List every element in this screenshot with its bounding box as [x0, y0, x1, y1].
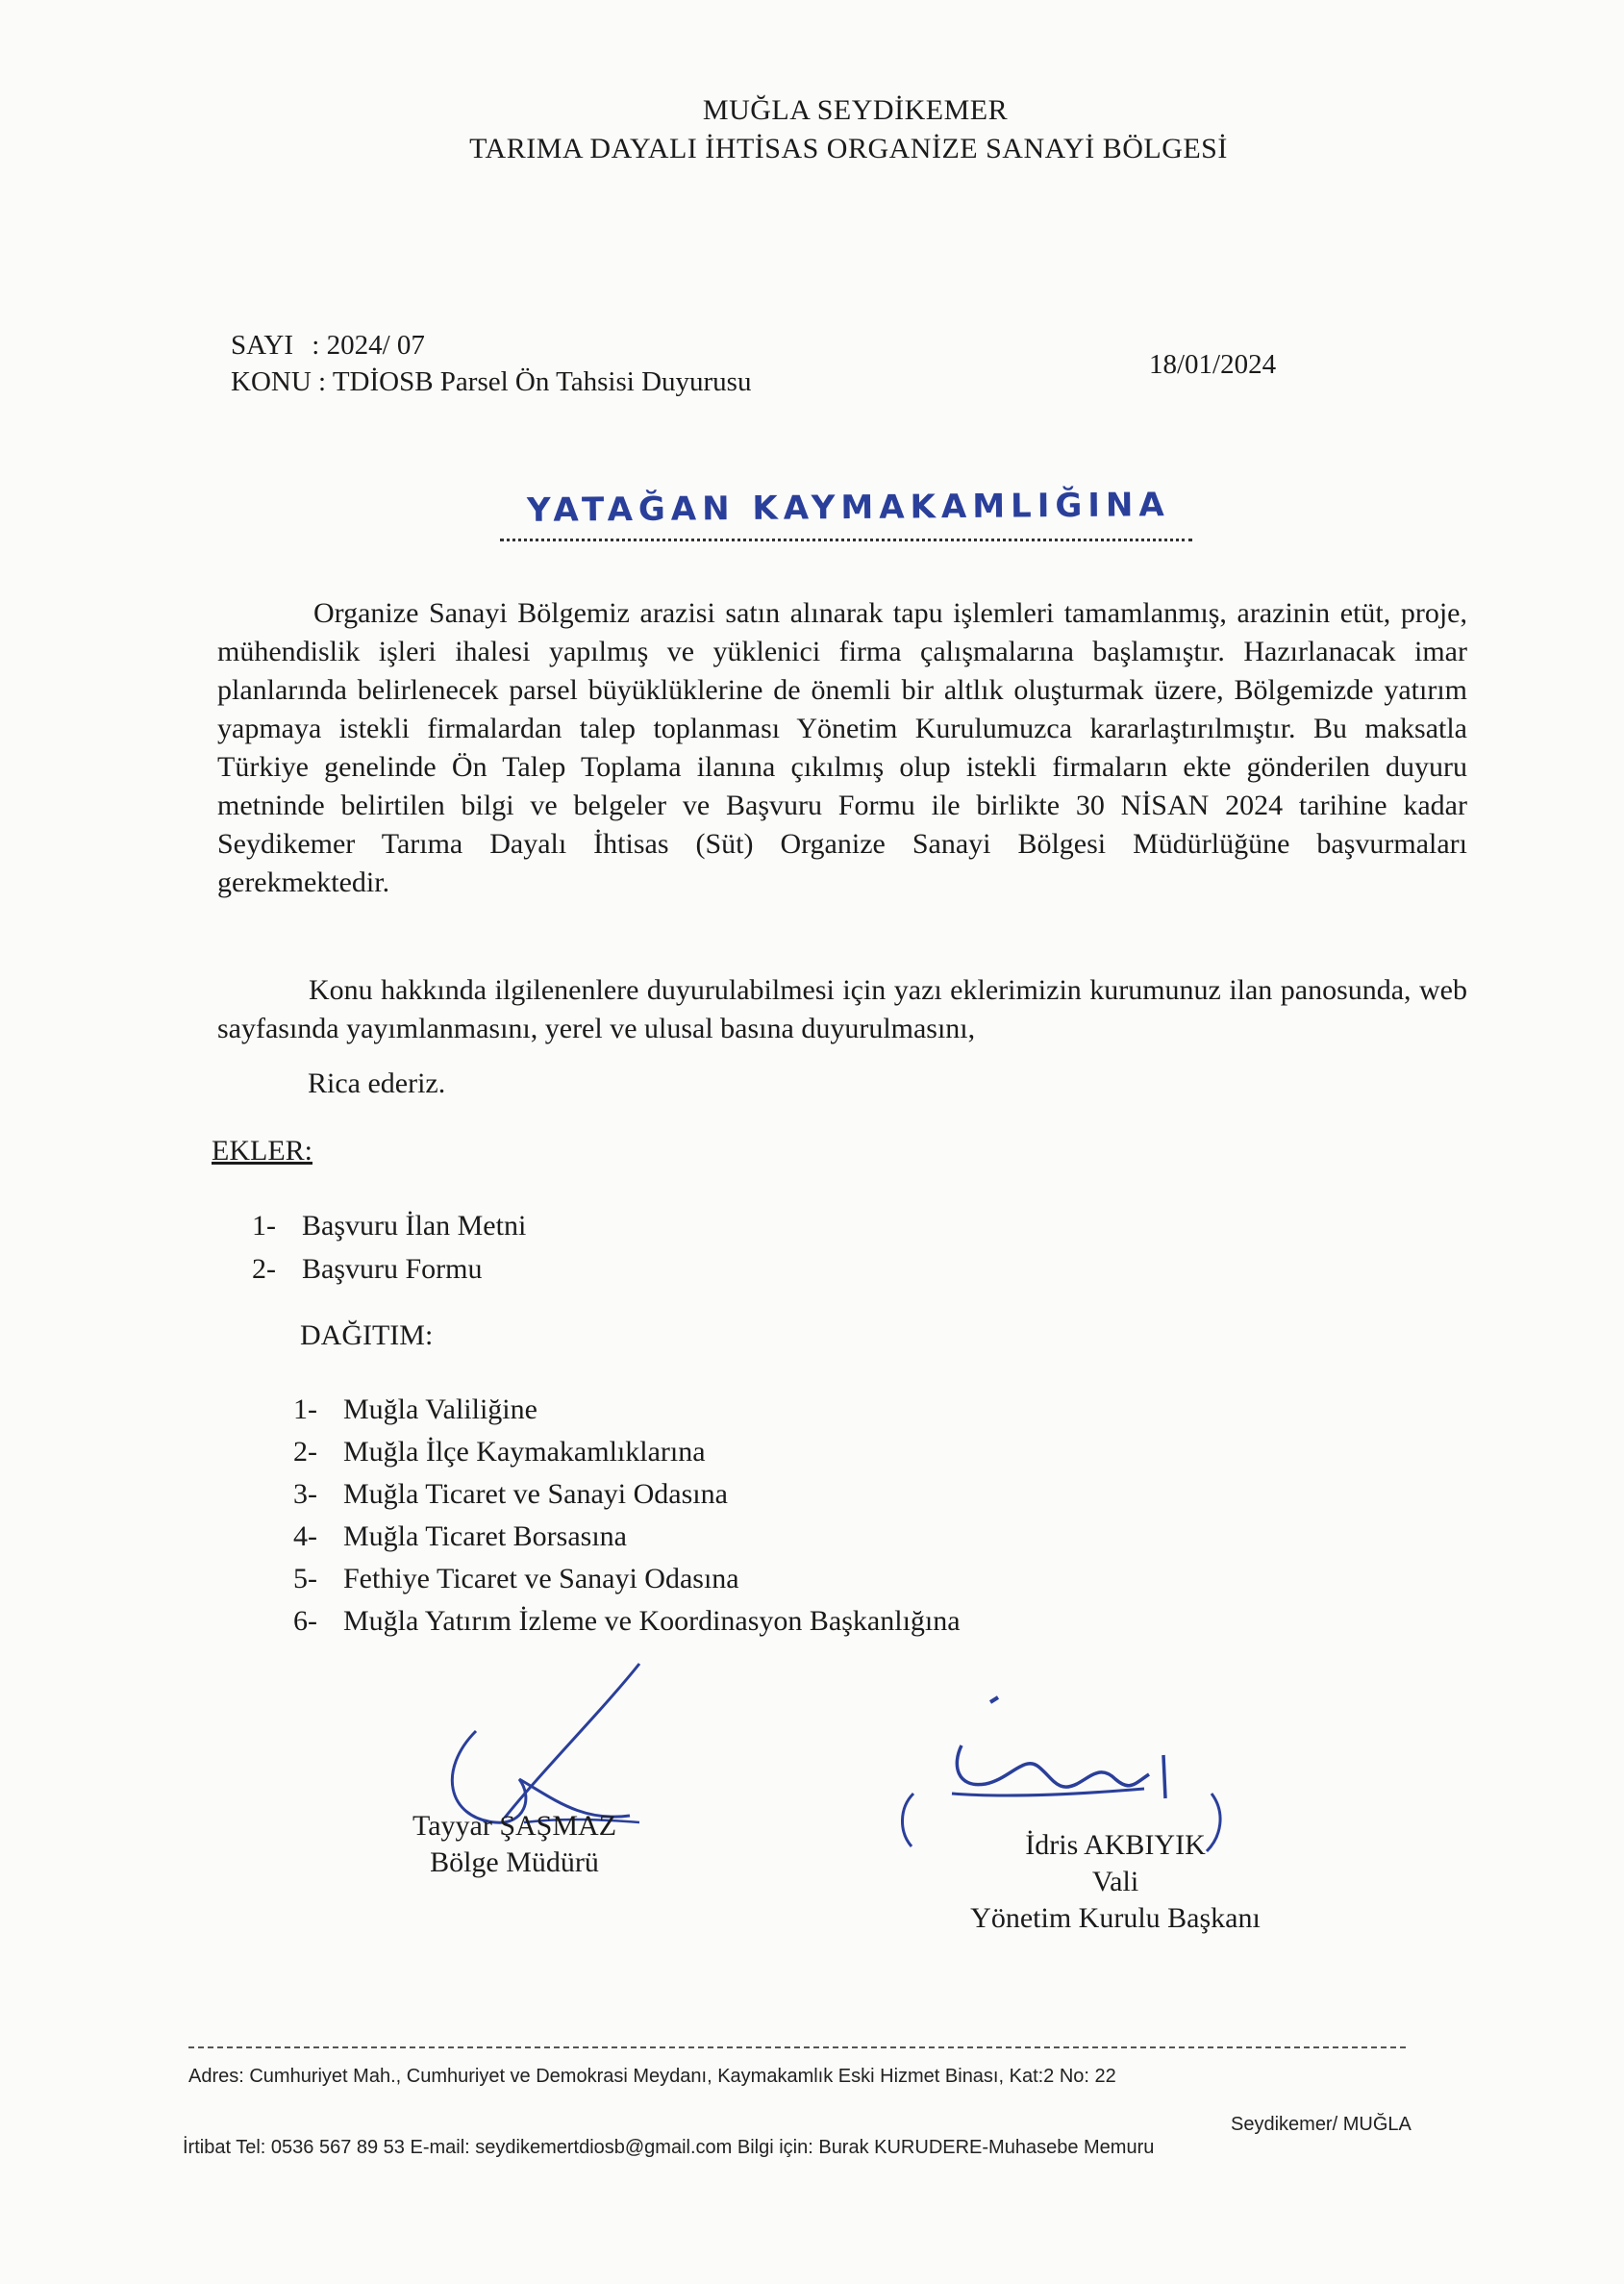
distribution-text: Muğla Valiliğine	[343, 1393, 537, 1425]
attachment-item	[252, 1205, 526, 1247]
distribution-item	[293, 1600, 961, 1643]
recipient-handwritten: YATAĞAN KAYMAKAMLIĞINA	[526, 486, 1170, 530]
footer-divider	[188, 2046, 1406, 2048]
distribution-number: 5-	[293, 1563, 317, 1594]
org-name-line1: MUĞLA SEYDİKEMER	[702, 94, 1009, 126]
attachment-number: 1-	[252, 1210, 276, 1242]
distribution-text: Muğla Yatırım İzleme ve Koordinasyon Başkanlığına	[343, 1605, 961, 1637]
signatory-right-role: Yönetim Kurulu Başkanı	[970, 1902, 1261, 1934]
signatory-left-name: Tayyar ŞAŞMAZ	[412, 1810, 617, 1842]
konu-row	[231, 364, 751, 400]
distribution-item	[293, 1473, 961, 1516]
footer-contact: İrtibat Tel: 0536 567 89 53 E-mail: seydikemertdiosb@gmail.com Bilgi için: Burak KURUDERE-Muhasebe Memuru	[183, 2137, 1155, 2158]
sayi-label: SAYI	[231, 330, 294, 361]
sayi-value: : 2024/ 07	[312, 330, 425, 361]
distribution-number: 6-	[293, 1605, 317, 1637]
body-paragraph-1: Organize Sanayi Bölgemiz arazisi satın alınarak tapu işlemleri tamamlanmış, arazinin etüt, proje, mühendislik işleri ihalesi yapılmış ve yüklenici firma çalışmalarına başlamıştır. Hazırlanacak imar planlarında belirlenecek parsel büyüklüklerine de önemli bir altlık oluşturmak üzere, Bölgemizde yatırım yapmaya istekli firmalardan talep toplanması Yönetim Kurulumuzca kararlaştırılmıştır. Bu maksatla Türkiye genelinde Ön Talep Toplama ilanına çıkılmış olup istekli firmaların ekte gönderilen duyuru metninde belirtilen bilgi ve belgeler ve Başvuru Formu ile birlikte 30 NİSAN 2024 tarihine kadar Seydikemer Tarıma Dayalı İhtisas (Süt) Organize Sanayi Bölgesi Müdürlüğüne başvurmaları gerekmektedir.	[217, 597, 1467, 898]
recipient-dotted-line	[500, 539, 1192, 541]
distribution-item	[293, 1516, 961, 1558]
distribution-text: Muğla İlçe Kaymakamlıklarına	[343, 1436, 706, 1468]
distribution-number: 2-	[293, 1436, 317, 1468]
konu-value: : TDİOSB Parsel Ön Tahsisi Duyurusu	[318, 366, 752, 397]
attachments-title: EKLER:	[212, 1135, 312, 1167]
document-date: 18/01/2024	[1149, 349, 1277, 380]
distribution-number: 1-	[293, 1393, 317, 1425]
konu-label: KONU	[231, 366, 312, 397]
distribution-title: DAĞITIM:	[300, 1319, 434, 1351]
body-paragraph-2: Konu hakkında ilgilenenlere duyurulabilmesi için yazı eklerimizin kurumunuz ilan panosunda, web sayfasında yayımlanmasını, yerel ve ulusal basına duyurulmasını,	[217, 974, 1467, 1044]
signatory-left-title: Bölge Müdürü	[430, 1846, 599, 1878]
attachment-number: 2-	[252, 1253, 276, 1285]
distribution-item	[293, 1389, 961, 1431]
distribution-text: Fethiye Ticaret ve Sanayi Odasına	[343, 1563, 739, 1594]
footer-city: Seydikemer/ MUĞLA	[1231, 2114, 1412, 2135]
attachment-text: Başvuru Formu	[302, 1253, 483, 1285]
footer-address: Adres: Cumhuriyet Mah., Cumhuriyet ve Demokrasi Meydanı, Kaymakamlık Eski Hizmet Binası, Kat:2 No: 22	[188, 2066, 1116, 2087]
attachment-text: Başvuru İlan Metni	[302, 1210, 527, 1242]
signatory-right-title: Vali	[1091, 1866, 1139, 1897]
distribution-text: Muğla Ticaret ve Sanayi Odasına	[343, 1478, 728, 1510]
distribution-text: Muğla Ticaret Borsasına	[343, 1520, 627, 1552]
distribution-item	[293, 1558, 961, 1600]
closing-phrase: Rica ederiz.	[308, 1067, 446, 1099]
distribution-number: 3-	[293, 1478, 317, 1510]
attachment-item	[252, 1248, 483, 1291]
distribution-list	[293, 1389, 961, 1643]
distribution-number: 4-	[293, 1520, 317, 1552]
distribution-item	[293, 1431, 961, 1473]
org-name-line2: TARIMA DAYALI İHTİSAS ORGANİZE SANAYİ BÖLGESİ	[469, 133, 1228, 164]
sayi-row	[231, 327, 425, 364]
signatory-right-name: İdris AKBIYIK	[1025, 1829, 1206, 1861]
